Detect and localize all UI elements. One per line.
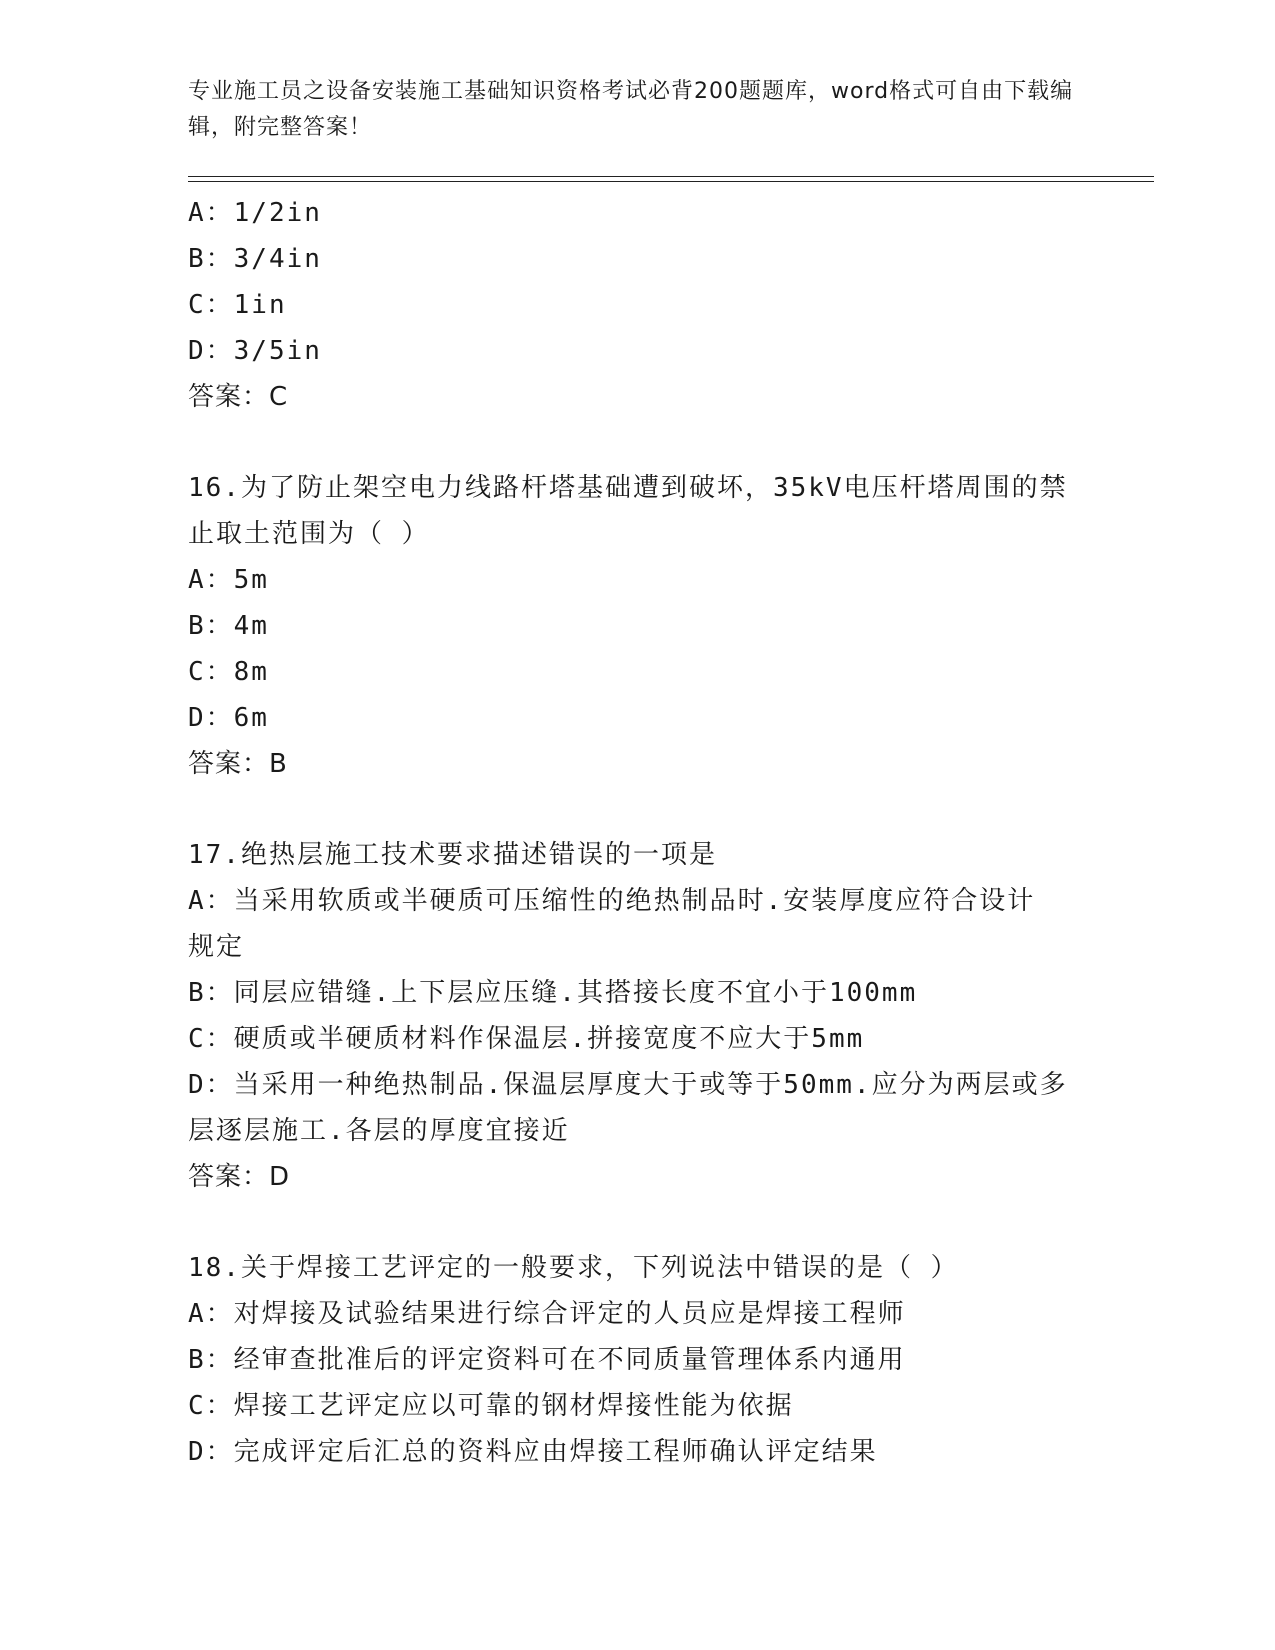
answer-label: 答案：D xyxy=(188,1162,291,1192)
option-d: D：3/5in xyxy=(188,336,322,366)
option-c: C：硬质或半硬质材料作保温层.拼接宽度不应大于5mm xyxy=(188,1024,865,1054)
question-17 xyxy=(188,832,1088,1200)
option-c: C：焊接工艺评定应以可靠的钢材焊接性能为依据 xyxy=(188,1391,794,1421)
option-c: C：8m xyxy=(188,657,269,687)
question-stem-continued: 止取土范围为（ ） xyxy=(188,519,430,549)
question-content xyxy=(188,190,1088,1475)
question-15-tail xyxy=(188,190,1088,420)
question-stem: 17.绝热层施工技术要求描述错误的一项是 xyxy=(188,840,717,870)
option-a: A：5m xyxy=(188,565,269,595)
option-a-continued: 规定 xyxy=(188,932,245,962)
option-d-continued: 层逐层施工.各层的厚度宜接近 xyxy=(188,1116,570,1146)
option-c: C：1in xyxy=(188,290,287,320)
option-b: B：3/4in xyxy=(188,244,322,274)
option-a: A：1/2in xyxy=(188,198,322,228)
option-b: B：同层应错缝.上下层应压缝.其搭接长度不宜小于100mm xyxy=(188,978,918,1008)
option-d: D：完成评定后汇总的资料应由焊接工程师确认评定结果 xyxy=(188,1437,878,1467)
question-18 xyxy=(188,1245,1088,1475)
answer-label: 答案：C xyxy=(188,382,289,412)
header-divider-bottom xyxy=(188,181,1154,182)
option-d: D：当采用一种绝热制品.保温层厚度大于或等于50mm.应分为两层或多 xyxy=(188,1070,1068,1100)
question-stem: 18.关于焊接工艺评定的一般要求，下列说法中错误的是（ ） xyxy=(188,1253,959,1283)
header-divider-top xyxy=(188,176,1154,177)
option-b: B：4m xyxy=(188,611,269,641)
option-a: A：当采用软质或半硬质可压缩性的绝热制品时.安装厚度应符合设计 xyxy=(188,886,1036,916)
question-16 xyxy=(188,465,1088,787)
option-d: D：6m xyxy=(188,703,269,733)
document-header: 专业施工员之设备安装施工基础知识资格考试必背200题题库，word格式可自由下载编辑，附完整答案！ xyxy=(188,79,1074,140)
answer-label: 答案：B xyxy=(188,749,288,779)
option-a: A：对焊接及试验结果进行综合评定的人员应是焊接工程师 xyxy=(188,1299,906,1329)
question-stem: 16.为了防止架空电力线路杆塔基础遭到破坏，35kV电压杆塔周围的禁 xyxy=(188,473,1068,503)
option-b: B：经审查批准后的评定资料可在不同质量管理体系内通用 xyxy=(188,1345,906,1375)
